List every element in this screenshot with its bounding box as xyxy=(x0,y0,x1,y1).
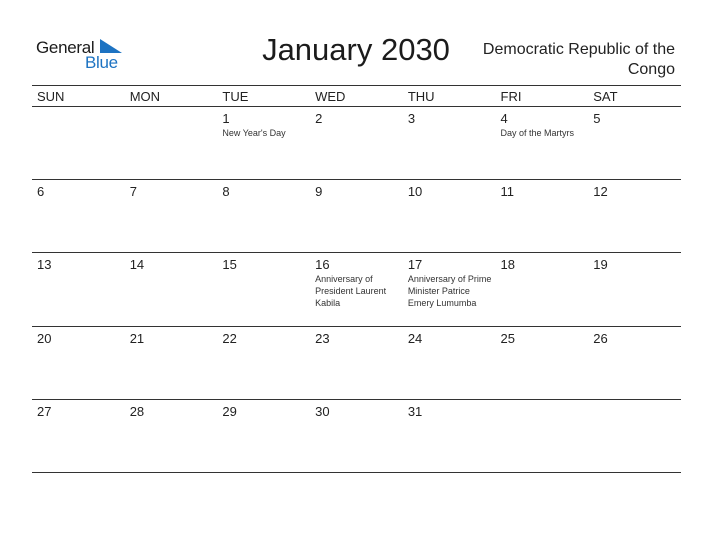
day-number: 29 xyxy=(222,403,237,419)
week-row xyxy=(32,253,681,326)
day-number: 2 xyxy=(315,111,323,126)
day-cell xyxy=(32,107,125,179)
day-number: 6 xyxy=(37,184,45,200)
day-cell xyxy=(125,180,218,252)
day-cell xyxy=(32,327,125,399)
day-number: 1 xyxy=(222,111,230,126)
day-cell xyxy=(310,107,403,179)
day-number: 14 xyxy=(129,257,145,273)
day-cell xyxy=(32,253,125,325)
weekday-header-row xyxy=(32,85,681,107)
day-cell xyxy=(588,327,681,399)
day-cell xyxy=(125,400,218,472)
day-cell xyxy=(217,107,310,179)
day-number: 3 xyxy=(407,111,416,126)
day-number: 18 xyxy=(500,257,515,273)
calendar-weeks xyxy=(32,107,681,473)
logo-text-general: General xyxy=(36,38,95,57)
day-number: 23 xyxy=(315,330,330,346)
day-cell xyxy=(588,107,681,179)
day-number: 24 xyxy=(407,330,423,346)
day-number: 28 xyxy=(129,403,145,419)
day-cell xyxy=(403,107,496,179)
weekday-header-fri: FRI xyxy=(500,89,522,104)
day-number: 7 xyxy=(129,184,137,200)
weekday-header-mon: MON xyxy=(129,89,161,104)
day-number: 11 xyxy=(500,184,515,200)
day-cell xyxy=(588,400,681,472)
day-cell xyxy=(310,253,403,325)
day-number: 8 xyxy=(222,184,230,200)
week-row xyxy=(32,107,681,180)
day-cell xyxy=(125,107,218,179)
weekday-header-tue: TUE xyxy=(222,89,249,104)
day-number: 31 xyxy=(407,403,423,419)
day-number: 17 xyxy=(407,257,423,273)
day-cell xyxy=(125,253,218,325)
day-cell xyxy=(403,400,496,472)
day-cell xyxy=(496,253,589,325)
day-cell xyxy=(403,327,496,399)
week-row xyxy=(32,400,681,473)
week-row xyxy=(32,180,681,253)
calendar-grid xyxy=(32,85,681,473)
day-cell xyxy=(588,180,681,252)
country-name: Democratic Republic of the Congo xyxy=(482,41,675,78)
weekday-header-wed: WED xyxy=(315,89,346,104)
day-number: 30 xyxy=(315,403,330,419)
holiday-label: Anniversary of Prime Minister Patrice Emery Lumumba xyxy=(407,274,492,309)
week-row xyxy=(32,327,681,400)
day-number: 20 xyxy=(37,330,52,346)
day-number: 15 xyxy=(222,257,237,273)
day-cell xyxy=(496,327,589,399)
day-number: 16 xyxy=(315,257,330,273)
holiday-label: Anniversary of President Laurent Kabila xyxy=(315,274,387,309)
day-number: 5 xyxy=(593,111,601,126)
day-cell xyxy=(496,107,589,179)
day-number: 9 xyxy=(315,184,323,200)
holiday-label: New Year's Day xyxy=(222,128,286,138)
day-number: 13 xyxy=(37,257,52,273)
day-cell xyxy=(310,400,403,472)
day-cell xyxy=(403,253,496,325)
day-cell xyxy=(32,400,125,472)
day-cell xyxy=(32,180,125,252)
day-number: 27 xyxy=(37,403,52,419)
weekday-header-sat: SAT xyxy=(593,89,618,104)
weekday-header-sun: SUN xyxy=(37,89,65,104)
day-cell xyxy=(217,253,310,325)
day-number: 19 xyxy=(593,257,608,273)
day-cell xyxy=(588,253,681,325)
day-number: 22 xyxy=(222,330,237,346)
day-number: 12 xyxy=(593,184,608,200)
holiday-label: Day of the Martyrs xyxy=(500,128,575,138)
day-cell xyxy=(310,327,403,399)
day-cell xyxy=(125,327,218,399)
day-number: 21 xyxy=(129,330,145,346)
day-number: 4 xyxy=(500,111,508,126)
day-number: 10 xyxy=(407,184,423,200)
day-cell xyxy=(403,180,496,252)
logo-text-blue: Blue xyxy=(85,53,118,72)
day-number: 25 xyxy=(500,330,515,346)
day-cell xyxy=(310,180,403,252)
day-cell xyxy=(496,400,589,472)
day-number: 26 xyxy=(593,330,608,346)
day-cell xyxy=(217,327,310,399)
calendar-title: January 2030 xyxy=(262,32,450,67)
weekday-header-thu: THU xyxy=(407,89,435,104)
day-cell xyxy=(217,180,310,252)
day-cell xyxy=(496,180,589,252)
day-cell xyxy=(217,400,310,472)
